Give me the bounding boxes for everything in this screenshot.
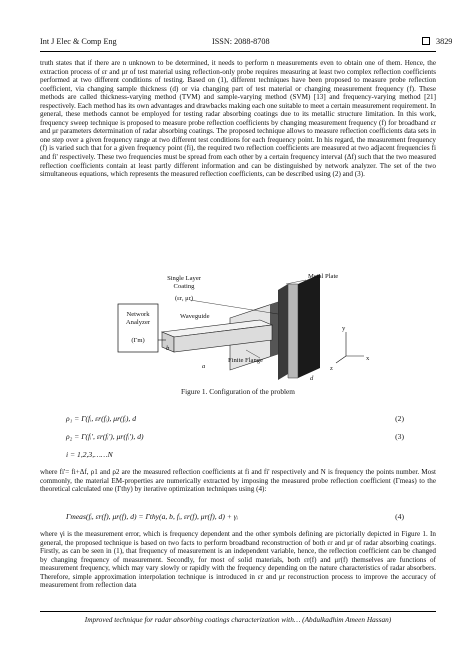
coating-layer xyxy=(278,284,288,380)
label-finite-flange: Finite Flange xyxy=(228,357,263,364)
body-paragraph-3 xyxy=(40,530,436,590)
paragraph-text: truth states that if there are n unknown to be determined, it needs to perform n measurements even to obtain one of them. Hence, the extraction process of εr and μr of test material using reflection-only probe requires measuring at least two complex reflection coefficients performed at two different conditions of testing. Based on (1), different techniques have been proposed to measure probe reflection coefficient, via changing sample thickness (d) or via changing part of test material or changing measurement frequency (f). These methods are called thickness-varying method (TVM) and sample-varying method (SVM) [13] and frequency-varying method [21] respectively. Each method has its own advantages and drawbacks making each one suitable to meet a certain measurement requirement. In general, these methods cannot be employed for testing radar absorbing coatings due to its metallic structure limitation. In this work, frequency sweep technique is proposed to measure probe reflection coefficients by changing measurement frequency (f) for broadband εr and μr parameters determination of radar absorbing coatings. The proposed technique allows to measure reflection coefficients data sets in one step over a given frequency range at two different test conditions for each frequency point. In his regard, the measurement frequency (f) is varied such that for a given frequency point (fi), the required two reflection coefficients are measured at two adjacent frequencies fi and fi' respectively. These two frequencies must be spread from each other by a certain frequency interval (Δf) such that the two measured reflection coefficients contain at least partly different information and can be distinguished by network analyzer. The set of the two simultaneous equations, which represents the measured reflection coefficients, can be described using (2) and (3). xyxy=(40,59,436,179)
label-axis-x: x xyxy=(366,355,370,362)
body-paragraph-1 xyxy=(40,59,436,179)
equation-4 xyxy=(66,512,436,521)
z-axis xyxy=(336,356,346,363)
label-coating-params: (εr, μr) xyxy=(174,295,194,302)
running-footer: Improved technique for radar absorbing coatings characterization with… (Abdulkadhim Ameen Hassan) xyxy=(84,615,392,624)
paragraph-text: where fi'= fi+Δf, ρ1 and ρ2 are the measured reflection coefficients at fi and fi' respectively and N is frequency the points number. Most commonly, the material EM-properties are numerically extracted by imposing the measured probe reflection coefficient (Γmeas) to the theoretical calculated one (Γthy) by iterative optimization techniques using (4): xyxy=(40,468,436,494)
label-metal-plate: Metal Plate xyxy=(308,273,339,280)
label-axis-y: y xyxy=(342,325,346,332)
box-icon xyxy=(422,37,430,45)
issn: ISSN: 2088-8708 xyxy=(212,37,270,46)
equation-3-number: (3) xyxy=(395,432,404,441)
footer-rule xyxy=(40,611,436,612)
label-network-line2: Analyzer xyxy=(125,319,151,326)
metal-plate-front xyxy=(288,284,298,378)
label-waveguide: Waveguide xyxy=(180,313,210,320)
index-range-text: i = 1,2,3,……N xyxy=(66,450,113,459)
label-axis-z: z xyxy=(330,365,333,372)
header-rule xyxy=(40,51,436,52)
page-number-group xyxy=(422,37,453,47)
page-number: 3829 xyxy=(436,37,453,46)
figure-caption: Figure 1. Configuration of the problem xyxy=(181,387,295,396)
equation-3 xyxy=(66,432,436,441)
body-paragraph-2 xyxy=(40,468,436,494)
equation-3-text: ρ₂ = Γ(fᵢ′, εr(fᵢ′), μr(fᵢ′), d) xyxy=(66,432,144,441)
index-range xyxy=(66,450,436,459)
equation-2-number: (2) xyxy=(395,414,404,423)
paragraph-text: where γi is the measurement error, which is frequency dependent and the other symbols defining are pictorially depicted in Figure 1. In general, the proposed technique is based on two facts to perform broadband reconstruction of both εr and μr of radar absorbing coatings. Firstly, as can be seen in (1), that frequency of measurement is an independent variable, hence, the reflection coefficient can be changed by changing frequency of measurement. Secondly, for most of solid materials, both εr(f) and μr(f) themselves are functions of measurement frequency, which may vary slowly or rapidly with the frequency depending on the nature characteristics of radar absorbers. Therefore, simple approximation interpolation technique is introduced in εr and μr reconstruction process to improve the accuracy of measurement from reflection data xyxy=(40,530,436,590)
equation-2 xyxy=(66,414,436,423)
metal-plate-side xyxy=(298,274,320,378)
equation-2-text: ρ₁ = Γ(fᵢ, εr(fᵢ), μr(fᵢ), d xyxy=(66,414,137,423)
label-dim-a: a xyxy=(202,363,206,370)
equation-4-text: Γmeas(fᵢ, εr(f), μr(f), d) = Γthy(a, b, fᵢ, εr(f), μr(f), d) + γᵢ xyxy=(66,512,238,521)
label-dim-b: b xyxy=(166,345,170,352)
label-dim-d: d xyxy=(310,375,314,382)
figure-1-diagram xyxy=(110,270,370,382)
running-header xyxy=(40,37,453,49)
journal-name: Int J Elec & Comp Eng xyxy=(40,37,117,46)
label-coating-line1: Single Layer xyxy=(167,275,201,282)
label-network-line1: Network xyxy=(126,311,150,318)
label-gamma-m: (Γm) xyxy=(131,337,145,344)
equation-4-number: (4) xyxy=(395,512,404,521)
label-coating-line2: Coating xyxy=(173,283,195,290)
